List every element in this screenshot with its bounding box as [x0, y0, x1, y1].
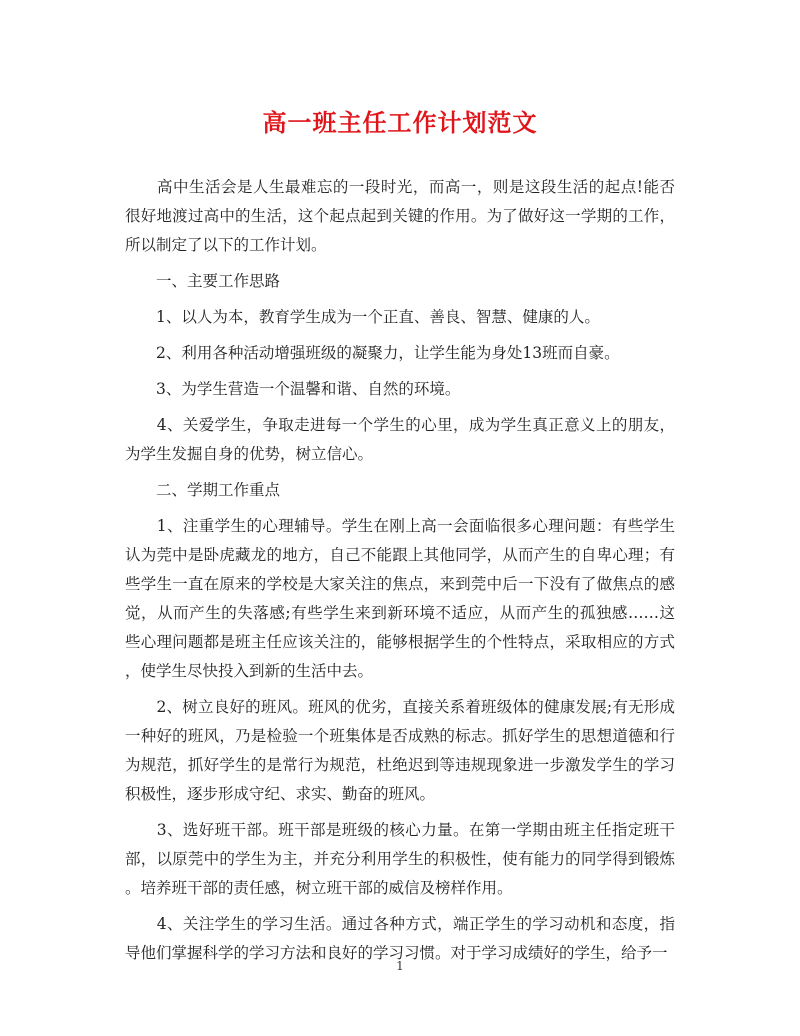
- text-line: 为规范，抓好学生的是常行为规范，杜绝迟到等违规现象进一步激发学生的学习: [125, 756, 675, 774]
- paragraph-gap: [125, 469, 675, 476]
- text-line: 积极性，逐步形成守纪、求实、勤奋的班风。: [125, 785, 436, 803]
- text-line: 2、树立良好的班风。班风的优劣，直接关系着班级体的健康发展;有无形成: [125, 698, 675, 716]
- paragraph: [125, 267, 675, 296]
- paragraph-gap: [125, 332, 675, 339]
- paragraph-gap: [125, 809, 675, 816]
- paragraph: [125, 411, 675, 469]
- paragraph: [125, 173, 675, 260]
- text-line: 高中生活会是人生最难忘的一段时光，而高一，则是这段生活的起点!能否: [125, 178, 675, 196]
- paragraph: [125, 303, 675, 332]
- text-line: 很好地渡过高中的生活，这个起点起到关键的作用。为了做好这一学期的工作，: [125, 207, 675, 225]
- paragraph-gap: [125, 296, 675, 303]
- text-line: 一、主要工作思路: [125, 272, 281, 290]
- paragraph: [125, 339, 675, 368]
- text-line: 4、关爱学生，争取走进每一个学生的心里，成为学生真正意义上的朋友，: [125, 416, 675, 434]
- text-line: 认为莞中是卧虎藏龙的地方，自己不能跟上其他同学，从而产生的自卑心理；有: [125, 546, 675, 564]
- text-line: 4、关注学生的学习生活。通过各种方式，端正学生的学习动机和态度，指: [125, 915, 675, 933]
- paragraph-gap: [125, 686, 675, 693]
- paragraph-gap: [125, 404, 675, 411]
- text-line: 1、注重学生的心理辅导。学生在刚上高一会面临很多心理问题：有些学生: [125, 517, 675, 535]
- text-line: ，使学生尽快投入到新的生活中去。: [125, 662, 374, 680]
- text-line: 2、利用各种活动增强班级的凝聚力，让学生能为身处13班而自豪。: [125, 344, 620, 362]
- document-body: [125, 173, 675, 968]
- text-line: 1、以人为本，教育学生成为一个正直、善良、智慧、健康的人。: [125, 308, 600, 326]
- text-line: 3、为学生营造一个温馨和谐、自然的环境。: [125, 380, 461, 398]
- text-line: 部，以原莞中的学生为主，并充分利用学生的积极性，使有能力的同学得到锻炼: [125, 850, 675, 868]
- paragraph: [125, 476, 675, 505]
- page-number: 1: [396, 959, 404, 973]
- text-line: 为学生发掘自身的优势，树立信心。: [125, 445, 374, 463]
- text-line: 二、学期工作重点: [125, 481, 281, 499]
- paragraph-gap: [125, 368, 675, 375]
- paragraph: [125, 816, 675, 903]
- text-line: 一种好的班风，乃是检验一个班集体是否成熟的标志。抓好学生的思想道德和行: [125, 727, 675, 745]
- paragraph-gap: [125, 260, 675, 267]
- paragraph-gap: [125, 903, 675, 910]
- text-line: 些心理问题都是班主任应该关注的，能够根据学生的个性特点，采取相应的方式: [125, 633, 675, 651]
- document-title: 高一班主任工作计划范文: [262, 108, 538, 137]
- paragraph: [125, 375, 675, 404]
- text-line: 觉，从而产生的失落感;有些学生来到新环境不适应，从而产生的孤独感……这: [125, 604, 675, 622]
- text-line: 3、选好班干部。班干部是班级的核心力量。在第一学期由班主任指定班干: [125, 821, 675, 839]
- paragraph: [125, 693, 675, 809]
- paragraph-gap: [125, 505, 675, 512]
- text-line: 。培养班干部的责任感，树立班干部的威信及榜样作用。: [125, 879, 513, 897]
- text-line: 些学生一直在原来的学校是大家关注的焦点，来到莞中后一下没有了做焦点的感: [125, 575, 675, 593]
- text-line: 导他们掌握科学的学习方法和良好的学习习惯。对于学习成绩好的学生，给予一: [125, 944, 668, 962]
- paragraph: [125, 512, 675, 686]
- text-line: 所以制定了以下的工作计划。: [125, 236, 327, 254]
